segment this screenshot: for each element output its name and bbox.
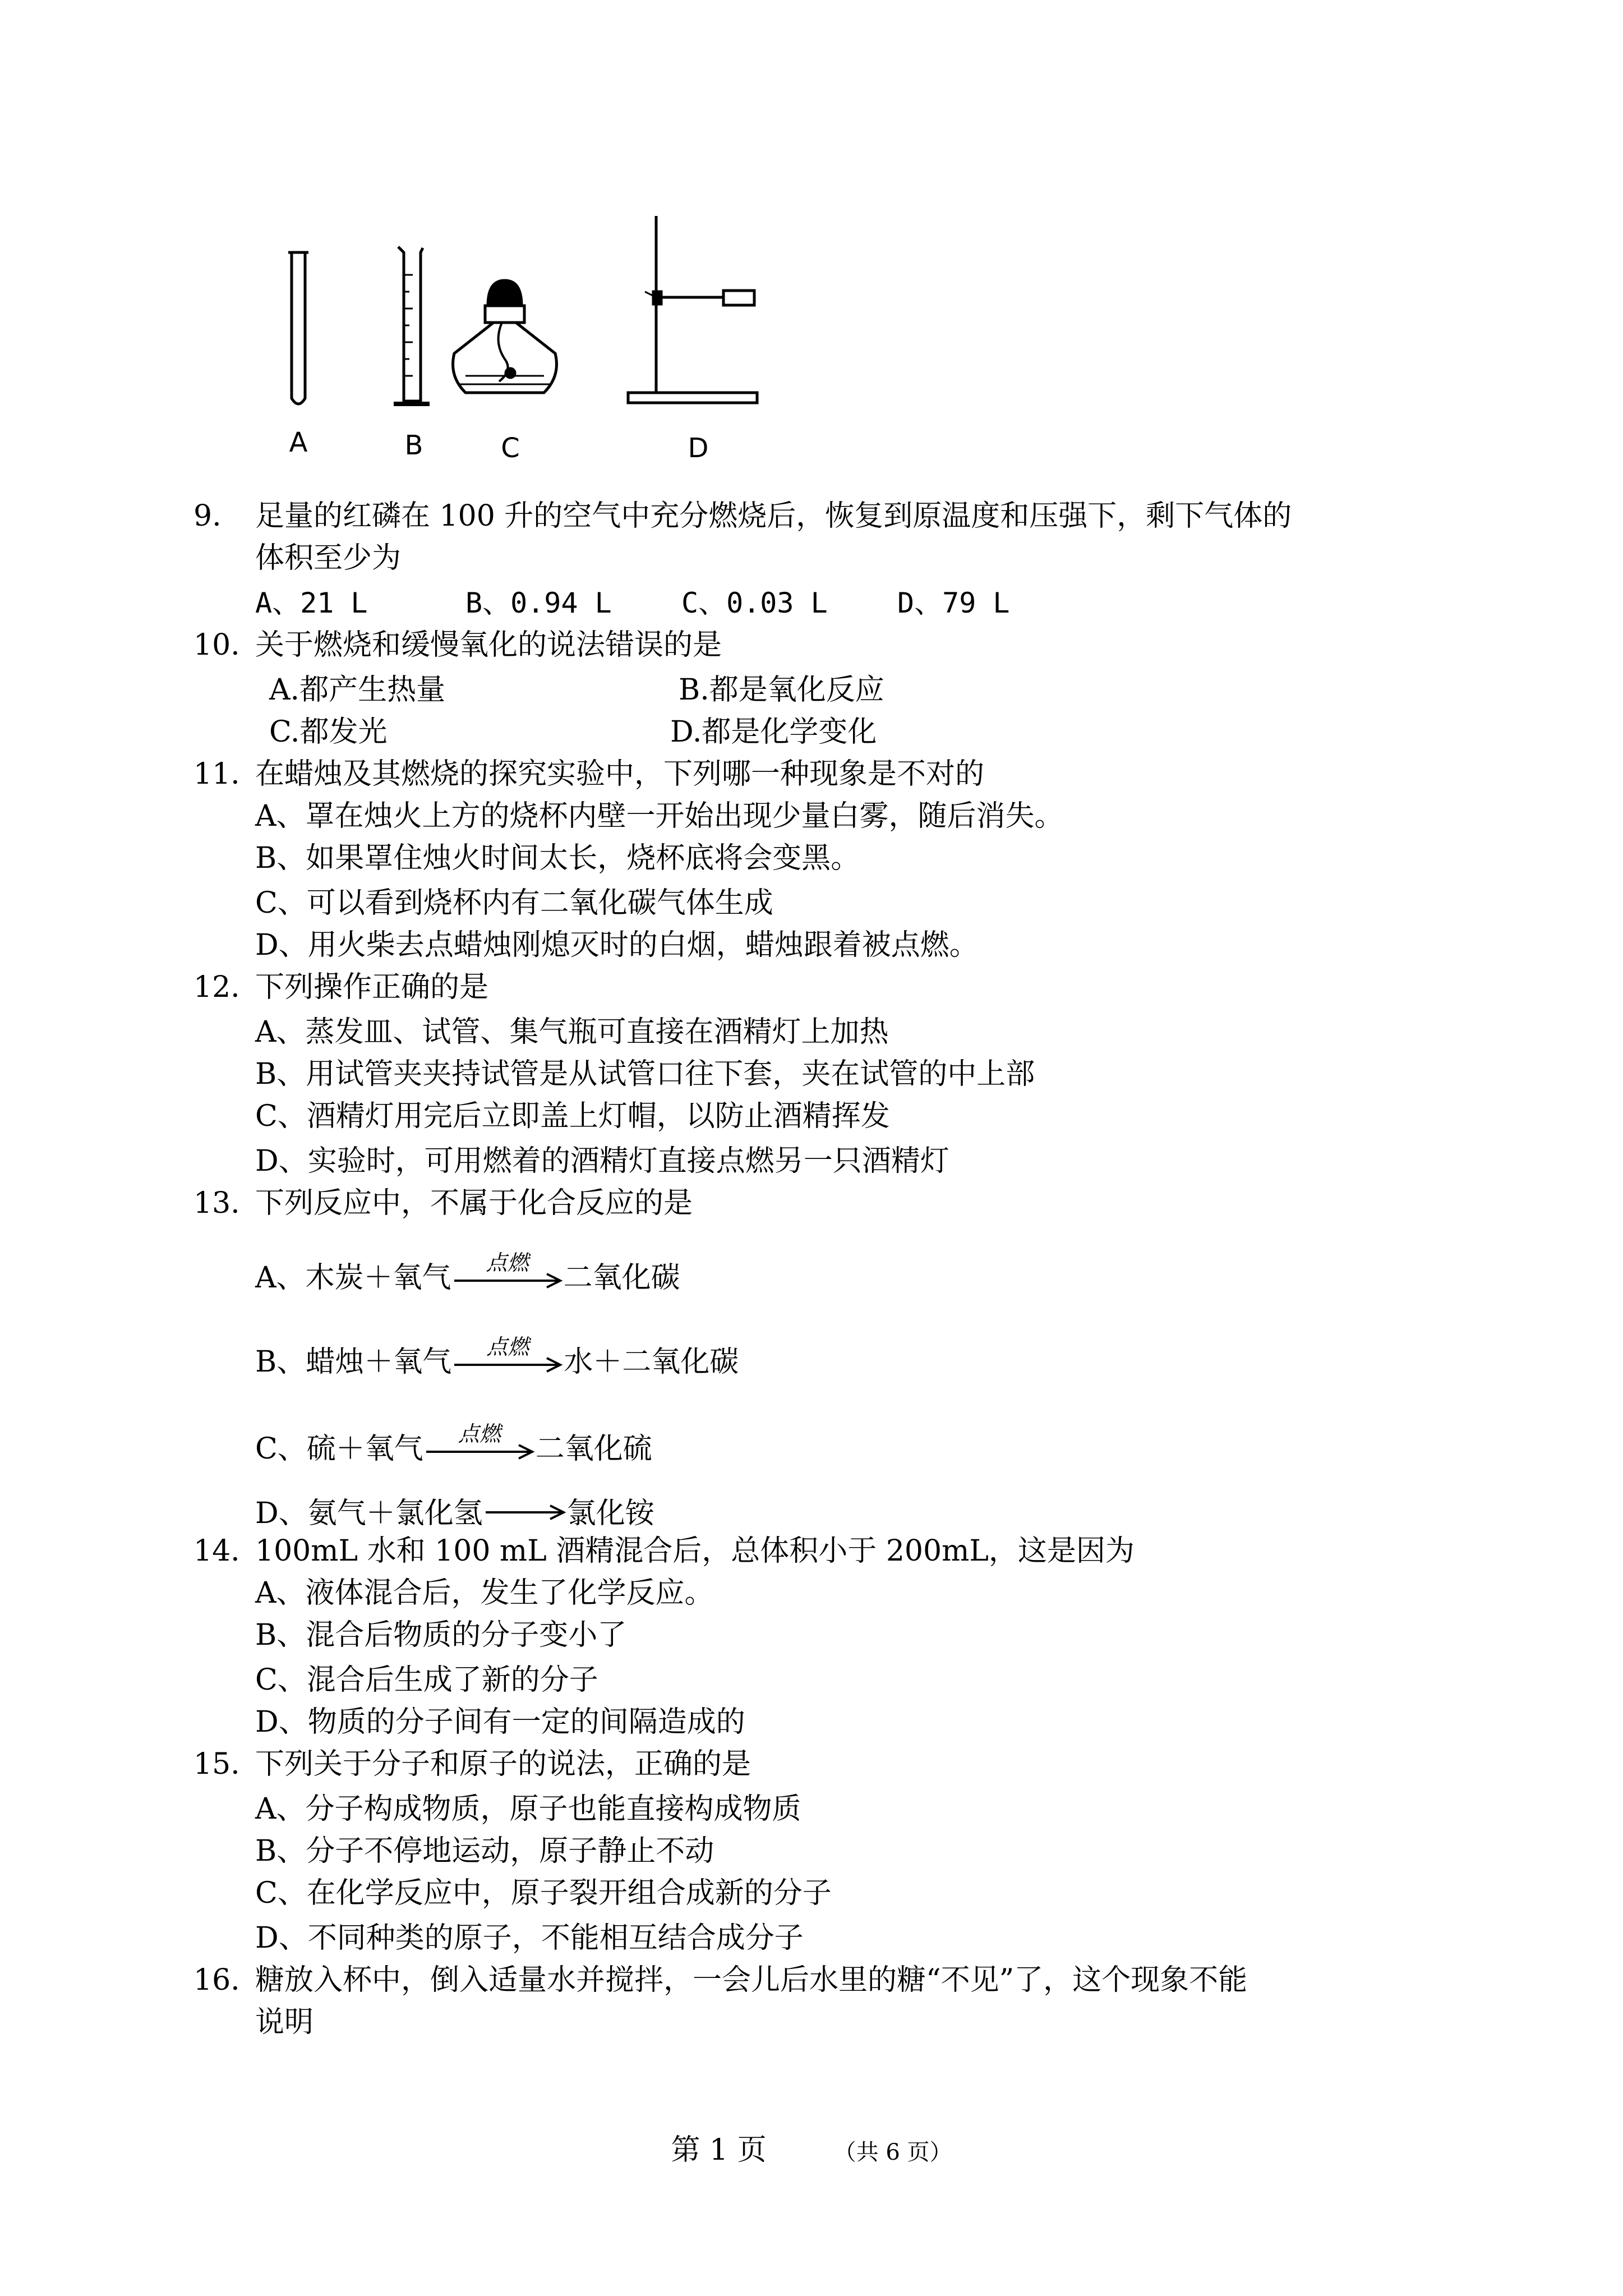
page-number: 第 1 页 [671,2133,767,2167]
q11-option-d: D、用火柴去点蜡烛刚熄灭时的白烟，蜡烛跟着被点燃。 [255,928,979,962]
reaction-a [255,1250,680,1299]
q14-option-a: A、液体混合后，发生了化学反应。 [255,1576,714,1610]
arrow-icon [451,1255,564,1295]
question-number-14: 14. [193,1534,240,1568]
reaction-condition: 点燃 [486,1250,529,1275]
q9-option-d: D、79 L [897,587,1010,619]
q14-option-c: C、混合后生成了新的分子 [255,1663,598,1697]
question-number-12: 12. [193,970,240,1004]
arrow-icon [423,1427,536,1466]
reaction-b-products: 水＋二氧化碳 [564,1345,739,1379]
q15-option-c: C、在化学反应中，原子裂开组合成新的分子 [255,1876,832,1910]
reaction-arrow [483,1491,567,1530]
figure-label-b: B [404,430,423,461]
question-number-11: 11. [193,757,240,791]
figure-label-c: C [501,432,520,464]
q10-option-a: A.都产生热量 [269,673,446,707]
reaction-d-products: 氯化铵 [566,1497,654,1530]
question-number-16: 16. [193,1963,240,1997]
question-number-9: 9. [193,499,222,533]
reaction-a-products: 二氧化碳 [563,1261,680,1295]
q9-option-c: C、0.03 L [681,587,828,619]
q12-option-c: C、酒精灯用完后立即盖上灯帽，以防止酒精挥发 [255,1099,890,1133]
reaction-arrow [451,1250,564,1295]
q14-option-d: D、物质的分子间有一定的间隔造成的 [255,1705,745,1739]
question-9-text-cont: 体积至少为 [255,541,402,575]
q12-option-a: A、蒸发皿、试管、集气瓶可直接在酒精灯上加热 [255,1015,889,1049]
reaction-arrow [423,1421,536,1466]
q9-option-a: A、21 L [255,587,368,619]
page-total: （共 6 页） [833,2139,952,2165]
apparatus-figure [264,208,858,488]
reaction-c [255,1421,652,1470]
reaction-condition: 点燃 [486,1334,529,1359]
reaction-b-reactants: B、蜡烛＋氧气 [255,1345,452,1379]
question-13-text: 下列反应中，不属于化合反应的是 [255,1186,693,1220]
reaction-c-products: 二氧化硫 [535,1432,652,1466]
reaction-d-reactants: D、氨气＋氯化氢 [255,1497,483,1530]
arrow-icon [483,1491,567,1530]
alcohol-lamp-icon [453,280,557,393]
figure-label-d: D [688,432,709,464]
q15-option-b: B、分子不停地运动，原子静止不动 [255,1834,714,1868]
question-number-10: 10. [193,628,240,662]
arrow-icon [451,1340,564,1379]
q15-option-d: D、不同种类的原子，不能相互结合成分子 [255,1921,804,1955]
question-12-text: 下列操作正确的是 [255,970,489,1004]
q15-option-a: A、分子构成物质，原子也能直接构成物质 [255,1792,801,1826]
reaction-condition: 点燃 [458,1421,501,1446]
test-tube-icon [288,252,308,404]
q12-option-b: B、用试管夹夹持试管是从试管口往下套，夹在试管的中上部 [255,1057,1035,1091]
question-16-text: 糖放入杯中，倒入适量水并搅拌，一会儿后水里的糖“不见”了，这个现象不能 [255,1963,1248,1997]
reaction-d [255,1489,654,1534]
q14-option-b: B、混合后物质的分子变小了 [255,1618,627,1652]
q11-option-c: C、可以看到烧杯内有二氧化碳气体生成 [255,886,773,920]
reaction-b [255,1334,739,1383]
reaction-arrow [451,1334,564,1379]
q11-option-a: A、罩在烛火上方的烧杯内壁一开始出现少量白雾，随后消失。 [255,799,1064,833]
question-14-text: 100mL 水和 100 mL 酒精混合后，总体积小于 200mL，这是因为 [255,1534,1135,1568]
iron-stand-icon [628,216,757,403]
q9-option-b: B、0.94 L [465,587,612,619]
q10-option-d: D.都是化学变化 [670,715,877,749]
question-10-text: 关于燃烧和缓慢氧化的说法错误的是 [255,628,722,662]
question-16-text-cont: 说明 [255,2005,314,2039]
graduated-cylinder-icon [394,247,430,404]
q10-option-c: C.都发光 [269,715,388,749]
question-number-13: 13. [193,1186,240,1220]
reaction-a-reactants: A、木炭＋氧气 [255,1261,451,1295]
reaction-c-reactants: C、硫＋氧气 [255,1432,423,1466]
q11-option-b: B、如果罩住烛火时间太长，烧杯底将会变黑。 [255,841,860,875]
q12-option-d: D、实验时，可用燃着的酒精灯直接点燃另一只酒精灯 [255,1144,949,1178]
question-9-text: 足量的红磷在 100 升的空气中充分燃烧后，恢复到原温度和压强下，剩下气体的 [255,499,1292,533]
q10-option-b: B.都是氧化反应 [679,673,884,707]
figure-label-a: A [289,427,308,458]
page-footer [0,2126,1623,2168]
question-11-text: 在蜡烛及其燃烧的探究实验中，下列哪一种现象是不对的 [255,757,985,791]
question-15-text: 下列关于分子和原子的说法，正确的是 [255,1747,751,1781]
question-number-15: 15. [193,1747,240,1781]
